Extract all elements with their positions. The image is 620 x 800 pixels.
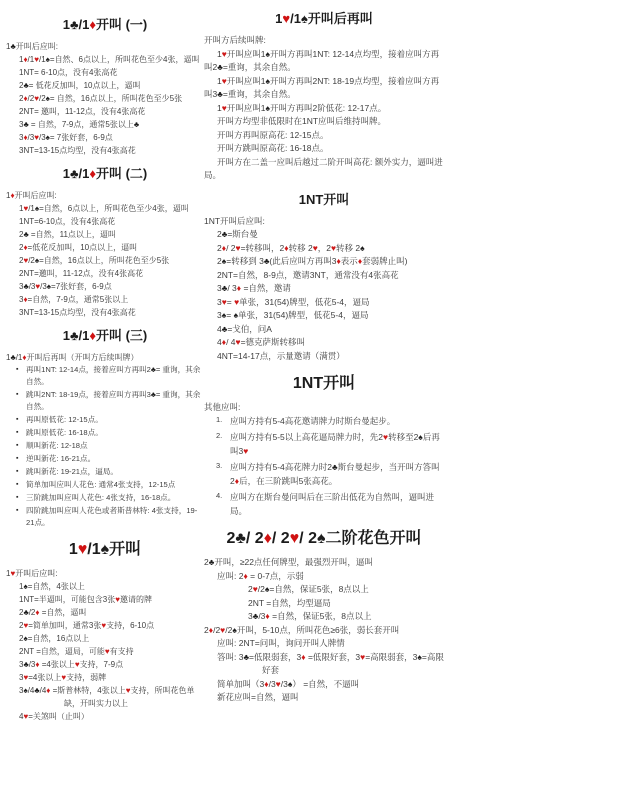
bullet-item: ▪ 跳叫2NT: 18-19点，接着应叫方再叫3♣= 重询，其余自然。 — [6, 389, 204, 413]
diamond-suit-icon: ♦ — [221, 337, 227, 347]
bullet-item: ▪ 再叫1NT: 12-14点，接着应叫方再叫2♣= 重询，其余自然。 — [6, 364, 204, 388]
diamond-suit-icon: ♦ — [22, 353, 27, 362]
club-suit-icon: ♣ — [23, 120, 29, 129]
text-line: 简单加叫（3♦/3♥/3♠） =自然，不逼叫 — [217, 678, 360, 689]
text-line: 1♦开叫后应叫: — [6, 191, 57, 200]
heart-suit-icon: ♥ — [360, 651, 366, 662]
spade-suit-icon: ♠ — [45, 133, 50, 142]
heart-suit-icon: ♥ — [221, 102, 227, 113]
spade-suit-icon: ♠ — [300, 11, 308, 26]
club-suit-icon: ♣ — [243, 651, 250, 662]
diamond-suit-icon: ♦ — [35, 660, 40, 669]
diamond-suit-icon: ♦ — [357, 256, 363, 266]
text-line: 1♣开叫后应叫: — [6, 42, 58, 51]
heart-suit-icon: ♥ — [235, 337, 241, 347]
club-suit-icon: ♣ — [10, 42, 16, 51]
text-line: 4♣=戈伯，问A — [217, 323, 272, 334]
text-line: 2♣/2♦ =自然，逼叫 — [19, 608, 87, 617]
section-heading: 1♥/1♠开叫后再叫 — [275, 11, 373, 26]
heart-suit-icon: ♥ — [34, 94, 39, 103]
spade-suit-icon: ♠ — [23, 686, 28, 695]
bullet-item: ▪ 再叫原低花: 12-15点。 — [6, 414, 204, 426]
heart-suit-icon: ♥ — [23, 673, 29, 682]
spade-suit-icon: ♠ — [45, 55, 50, 64]
club-suit-icon: ♣ — [69, 17, 79, 32]
section-heading: 1♣/1♦开叫 (一) — [62, 17, 148, 32]
heart-suit-icon: ♥ — [34, 55, 39, 64]
spade-suit-icon: ♠ — [233, 310, 239, 320]
club-suit-icon: ♣ — [23, 81, 29, 90]
numbered-item: 1. 应叫方持有5-4高花邀请牌力时斯台曼起步。 — [216, 414, 396, 426]
diamond-suit-icon: ♦ — [265, 611, 270, 621]
diamond-suit-icon: ♦ — [234, 475, 240, 486]
text-line: 2NT =自然，均型逼局 — [248, 597, 331, 608]
text-line: 新花应叫=自然，逼叫 — [217, 692, 299, 702]
diamond-suit-icon: ♦ — [89, 17, 96, 32]
text-line: 4♦/ 4♥=德克萨斯转移叫 — [217, 337, 306, 347]
text-line: 1♣/1♦开叫后再叫（开叫方后续叫牌） — [6, 353, 139, 362]
item-number: 1. — [216, 414, 223, 424]
heart-suit-icon: ♥ — [243, 445, 249, 456]
spade-suit-icon: ♠ — [100, 541, 110, 558]
heart-suit-icon: ♥ — [101, 621, 107, 630]
text-line: 2♥/2♠=自然，保证5张，8点以上 — [248, 584, 369, 594]
diamond-suit-icon: ♦ — [264, 678, 269, 689]
text-line: 3♣ = 自然，7-9点，通常5张以上♣ — [19, 120, 140, 129]
heart-suit-icon: ♥ — [312, 242, 318, 253]
diamond-suit-icon: ♦ — [46, 686, 51, 695]
text-line: 2♣= 低花反加叫，10点以上，逼叫 — [19, 81, 141, 90]
text-line: 3♦=自然，7-9点，通常5张以上 — [19, 295, 129, 304]
bullet-item: ▪ 跳叫原低花: 16-18点。 — [6, 427, 204, 439]
text-line: 1♥开叫应叫1♠开叫方再叫2阶低花: 12-17点。 — [217, 102, 387, 113]
spade-suit-icon: ♠ — [418, 432, 423, 442]
club-suit-icon: ♣ — [221, 229, 228, 239]
text-line: 开叫方跳叫原高花: 16-18点。 — [217, 143, 329, 153]
numbered-item: 2. 应叫方持有5-5以上高花逼局牌力时，先2♥转移至2♠后再叫3♥ — [216, 431, 440, 456]
spade-suit-icon: ♠ — [265, 48, 271, 59]
diamond-suit-icon: ♦ — [243, 570, 248, 581]
heart-suit-icon: ♥ — [221, 48, 227, 59]
diamond-suit-icon: ♦ — [301, 651, 306, 662]
diamond-suit-icon: ♦ — [221, 242, 227, 253]
diamond-suit-icon: ♦ — [23, 295, 28, 304]
text-line: 3♥= ♥单张，31(54)牌型，低花5-4，逼局 — [217, 296, 370, 307]
heart-suit-icon: ♥ — [10, 569, 16, 578]
spade-suit-icon: ♠ — [34, 256, 40, 265]
text-line: 4♥=关煞叫（止叫） — [19, 712, 89, 721]
club-suit-icon: ♣ — [217, 89, 223, 99]
spade-suit-icon: ♠ — [23, 634, 28, 643]
text-line: 2NT= 邀叫，11-12点，没有4张高花 — [19, 107, 146, 116]
numbered-item: 3. 应叫方持有5-4高花牌力时2♣斯台曼起步，当开叫方答叫2♦后，在三阶跳叫5张高花。 — [216, 461, 440, 486]
diamond-suit-icon: ♦ — [284, 242, 289, 253]
club-suit-icon: ♣ — [221, 283, 228, 293]
text-line: 2♦=低花反加叫，10点以上，逼叫 — [19, 243, 138, 252]
spade-suit-icon: ♠ — [287, 678, 293, 689]
text-line: 答叫: 3♣=低限弱套，3♦ =低限好套，3♥=高限弱套，3♠=高限好套 — [217, 651, 444, 675]
section-heading: 1♣/1♦开叫 (二) — [62, 166, 148, 181]
text-line: 3NT=13-15点均型，没有4张高花 — [19, 146, 136, 155]
club-suit-icon: ♣ — [133, 120, 140, 129]
text-line: 1NT=6-10点，没有4张高花 — [19, 217, 116, 226]
text-line: 2♦/ 2♥=转移叫，2♦转移 2♥，2♥转移 2♠ — [217, 242, 365, 253]
spade-suit-icon: ♠ — [265, 102, 271, 113]
club-suit-icon: ♣ — [263, 256, 270, 266]
text-line: 其他应叫: — [204, 402, 241, 412]
club-suit-icon: ♣ — [23, 282, 29, 291]
club-suit-icon: ♣ — [208, 557, 215, 567]
heart-suit-icon: ♥ — [35, 282, 41, 291]
heart-suit-icon: ♥ — [282, 11, 291, 26]
heart-suit-icon: ♥ — [275, 678, 281, 689]
heart-suit-icon: ♥ — [235, 242, 241, 253]
heart-suit-icon: ♥ — [125, 686, 131, 695]
heart-suit-icon: ♥ — [23, 621, 29, 630]
heart-suit-icon: ♥ — [23, 204, 29, 213]
club-suit-icon: ♣ — [235, 530, 246, 547]
text-line: 4NT=14-17点，示量邀请（满贯） — [217, 350, 345, 361]
section-heading: 1NT开叫 — [298, 191, 350, 207]
bullet-item: ▪ 跳叫新花: 19-21点，逼局。 — [6, 466, 204, 478]
heart-suit-icon: ♥ — [23, 712, 29, 721]
section-heading: 1♣/1♦开叫 (三) — [62, 328, 148, 343]
club-suit-icon: ♣ — [23, 660, 29, 669]
diamond-suit-icon: ♦ — [89, 166, 96, 181]
text-line: 1NT=半逼叫，可能包含3张♥邀请的牌 — [19, 595, 152, 604]
item-number: 2. — [216, 431, 223, 440]
text-line: 1♥开叫后应叫: — [6, 569, 58, 578]
text-line: 开叫方后续叫牌: — [204, 35, 266, 45]
left-column — [6, 0, 204, 723]
text-line: 3NT=13-15点均型，没有4张高花 — [19, 308, 136, 317]
spade-suit-icon: ♠ — [265, 75, 271, 86]
heart-suit-icon: ♥ — [289, 530, 300, 547]
text-line: 1♥开叫应叫1♠开叫方再叫1NT: 12-14点均型，接着应叫方再叫2♣=重询，其余自然。 — [204, 48, 440, 72]
club-suit-icon: ♣ — [34, 686, 40, 695]
club-suit-icon: ♣ — [252, 611, 259, 621]
club-suit-icon: ♣ — [150, 365, 156, 374]
text-line: 1♥/1♠=自然，6点以上，所叫花色至少4张，逼叫 — [19, 204, 189, 213]
spade-suit-icon: ♠ — [34, 204, 40, 213]
bullet-item: ▪ 三阶跳加叫应叫人花色: 4张支持，16-18点。 — [6, 492, 204, 504]
text-line: 1NT= 6-10点，没有4张高花 — [19, 68, 118, 77]
diamond-suit-icon: ♦ — [23, 55, 28, 64]
heart-suit-icon: ♥ — [331, 242, 337, 253]
section-heading: 1NT开叫 — [292, 375, 356, 392]
spade-suit-icon: ♠ — [316, 530, 326, 547]
spade-suit-icon: ♠ — [232, 624, 237, 635]
heart-suit-icon: ♥ — [104, 647, 110, 656]
heart-suit-icon: ♥ — [221, 75, 227, 86]
spade-suit-icon: ♠ — [221, 256, 227, 266]
heart-suit-icon: ♥ — [220, 624, 226, 635]
text-line: 2♠=自然，16点以上 — [19, 634, 90, 643]
club-suit-icon: ♣ — [23, 608, 29, 617]
text-line: 开叫方在二盖一应叫后越过二阶开叫高花: 额外实力，逼叫进局。 — [204, 156, 443, 180]
text-line: 1♥开叫应叫1♠开叫方再叫2NT: 18-19点均型，接着应叫方再叫3♣=重询，其余自然。 — [204, 75, 440, 99]
text-line: 3♣/3♦ =自然，保证5张，8点以上 — [248, 611, 372, 621]
text-line: 2♠=转移到 3♣(此后应叫方再叫3♦表示♦套弱牌止叫) — [217, 256, 408, 266]
text-line: 应叫: 2NT=问叫，询问开叫人牌情 — [217, 638, 345, 648]
club-suit-icon: ♣ — [69, 328, 79, 343]
heart-suit-icon: ♥ — [74, 660, 80, 669]
text-line: 1NT开叫后应叫: — [204, 215, 265, 226]
spade-suit-icon: ♠ — [45, 94, 50, 103]
section-heading: 1♥/1♠开叫 — [68, 541, 142, 558]
diamond-suit-icon: ♦ — [35, 608, 40, 617]
text-line: 3♥=4张以上♥支持，弱牌 — [19, 673, 107, 682]
spade-suit-icon: ♠ — [417, 651, 422, 662]
heart-suit-icon: ♥ — [61, 673, 67, 682]
text-line: 1♠=自然，4张以上 — [19, 582, 85, 591]
bullet-item: ▪ 逆叫新花: 16-21点。 — [6, 453, 204, 465]
text-line: 2NT=邀叫，11-12点，没有4张高花 — [19, 269, 144, 278]
text-line: 3♣/3♦ =4张以上♥支持，7-9点 — [19, 660, 124, 669]
heart-suit-icon: ♥ — [383, 432, 389, 442]
club-suit-icon: ♣ — [332, 462, 338, 472]
heart-suit-icon: ♥ — [252, 584, 258, 594]
club-suit-icon: ♣ — [217, 62, 223, 72]
text-line: 2NT =自然，逼局，可能♥有支持 — [19, 647, 134, 656]
heart-suit-icon: ♥ — [77, 541, 88, 558]
right-column — [204, 0, 444, 705]
text-line: 2♣=斯台曼 — [217, 229, 258, 239]
item-number: 4. — [216, 491, 223, 500]
text-line: 开叫方再叫原高花: 12-15点。 — [217, 129, 329, 140]
club-suit-icon: ♣ — [221, 323, 228, 334]
diamond-suit-icon: ♦ — [10, 191, 15, 200]
text-line: 3♣/ 3♦ =自然，邀请 — [217, 283, 291, 293]
text-line: 2♣开叫，≥22点任何牌型，最强烈开叫，逼叫 — [204, 557, 373, 567]
item-number: 3. — [216, 461, 223, 470]
heart-suit-icon: ♥ — [234, 296, 240, 307]
diamond-suit-icon: ♦ — [236, 283, 242, 293]
text-line: 2♦/2♥/2♠开叫，5-10点，所叫花色≥6张，弱长套开叫 — [204, 624, 400, 635]
club-suit-icon: ♣ — [150, 390, 156, 399]
heart-suit-icon: ♥ — [23, 256, 29, 265]
numbered-item: 4. 应叫方在斯台曼问叫后在三阶出低花为自然叫，逼叫进局。 — [216, 491, 435, 516]
heart-suit-icon: ♥ — [34, 133, 39, 142]
bullet-item: ▪ 四阶跳加叫应叫人花色或者斯普林特: 4张支持，19-21点。 — [6, 505, 204, 529]
club-suit-icon: ♣ — [10, 353, 16, 362]
section-heading: 2♣/ 2♦/ 2♥/ 2♠二阶花色开叫 — [226, 530, 422, 547]
text-line: 3♣/3♥/3♠=7张好套，6-9点 — [19, 282, 112, 291]
diamond-suit-icon: ♦ — [89, 328, 96, 343]
club-suit-icon: ♣ — [23, 230, 29, 239]
text-line: 2♥=简单加叫，通常3张♥支持，6-10点 — [19, 621, 155, 630]
heart-suit-icon: ♥ — [221, 296, 227, 307]
bullet-item: ▪ 顺叫新花: 12-18点 — [6, 440, 204, 452]
text-line: 3♠= ♠单张，31(54)牌型，低花5-4，逼局 — [217, 310, 369, 320]
text-line: 应叫: 2♦ = 0-7点，示弱 — [217, 570, 304, 581]
spade-suit-icon: ♠ — [23, 582, 28, 591]
diamond-suit-icon: ♦ — [23, 243, 28, 252]
spade-suit-icon: ♠ — [221, 310, 227, 320]
bullet-item: ▪ 简单加叫应叫人花色: 通常4张支持，12-15点 — [6, 479, 204, 491]
text-line: 2♣ =自然，11点以上，逼叫 — [19, 230, 116, 239]
spade-suit-icon: ♠ — [46, 282, 52, 291]
text-line: 1♦/1♥/1♠=自然、6点以上，所叫花色至少4张，逼叫 — [19, 55, 200, 64]
text-line: 2♥/2♠=自然，16点以上，所叫花色至少5张 — [19, 256, 170, 265]
text-line: 3♠/4♣/4♦ =斯普林特，4张以上♥支持，所叫花色单缺，开叫实力以上 — [19, 686, 195, 708]
diamond-suit-icon: ♦ — [336, 256, 341, 266]
diamond-suit-icon: ♦ — [263, 530, 272, 547]
diamond-suit-icon: ♦ — [23, 133, 28, 142]
spade-suit-icon: ♠ — [264, 584, 270, 594]
text-line: 2♦/2♥/2♠= 自然，16点以上，所叫花色至少5张 — [19, 94, 183, 103]
text-line: 3♦/3♥/3♠= 7张好套，6-9点 — [19, 133, 113, 142]
text-line: 2NT=自然，8-9点，邀请3NT，通常没有4张高花 — [217, 269, 399, 280]
diamond-suit-icon: ♦ — [208, 624, 214, 635]
text-line: 开叫方均型非低限时在1NT应叫后维持叫牌。 — [217, 116, 387, 126]
diamond-suit-icon: ♦ — [23, 94, 28, 103]
spade-suit-icon: ♠ — [360, 242, 365, 253]
heart-suit-icon: ♥ — [115, 595, 120, 604]
club-suit-icon: ♣ — [69, 166, 79, 181]
